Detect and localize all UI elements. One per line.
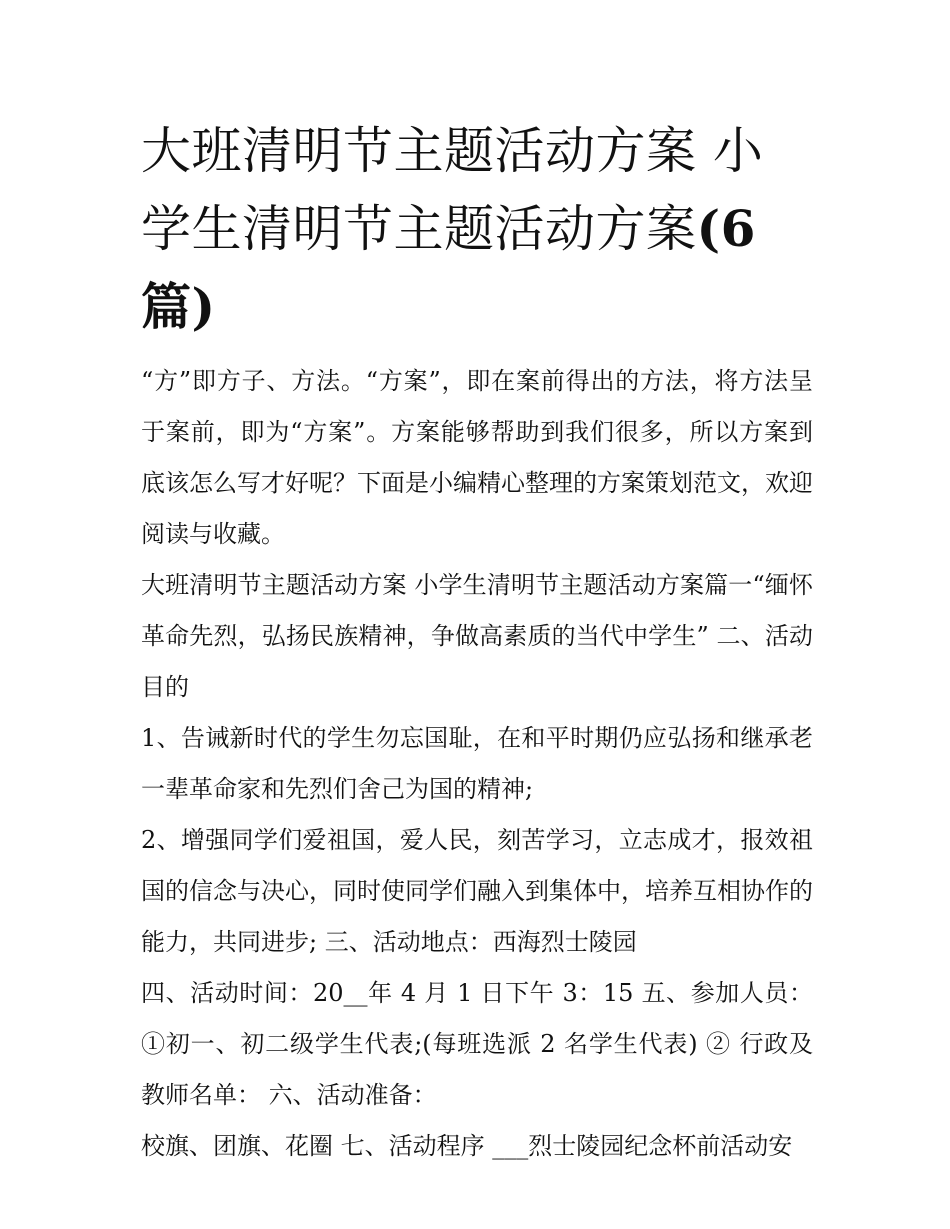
preparation-procedure-paragraph: 校旗、团旗、花圈 七、活动程序 ___烈士陵园纪念杯前活动安 — [141, 1132, 793, 1160]
document-title — [141, 112, 813, 346]
intro-paragraph: “方”即方子、方法。“方案”，即在案前得出的方法，将方法呈于案前，即为“方案”。方案能够帮助到我们很多，所以方案到底该怎么写才好呢？下面是小编精心整理的方案策划范文，欢迎阅读与收藏。 — [141, 367, 813, 548]
goal-one-paragraph: 1、告诫新时代的学生勿忘国耻，在和平时期仍应弘扬和继承老一辈革命家和先烈们舍己为国的精神; — [141, 724, 813, 803]
section-one-heading-paragraph: 大班清明节主题活动方案 小学生清明节主题活动方案篇一“缅怀革命先烈，弘扬民族精神，争做高素质的当代中学生” 二、活动目的 — [141, 571, 813, 701]
title-count: (6 篇) — [141, 199, 756, 336]
goal-two-paragraph: 2、增强同学们爱祖国，爱人民，刻苦学习，立志成才，报效祖国的信念与决心，同时使同学们融入到集体中，培养互相协作的能力，共同进步; 三、活动地点：西海烈士陵园 — [141, 826, 813, 956]
title-text: 大班清明节主题活动方案 小学生清明节主题活动方案 — [141, 122, 764, 258]
time-participants-paragraph: 四、活动时间：20__年 4 月 1 日下午 3：15 五、参加人员： ①初一、初二级学生代表;(每班选派 2 名学生代表) ② 行政及教师名单： 六、活动准备： — [141, 979, 813, 1109]
document-content — [141, 112, 813, 1172]
